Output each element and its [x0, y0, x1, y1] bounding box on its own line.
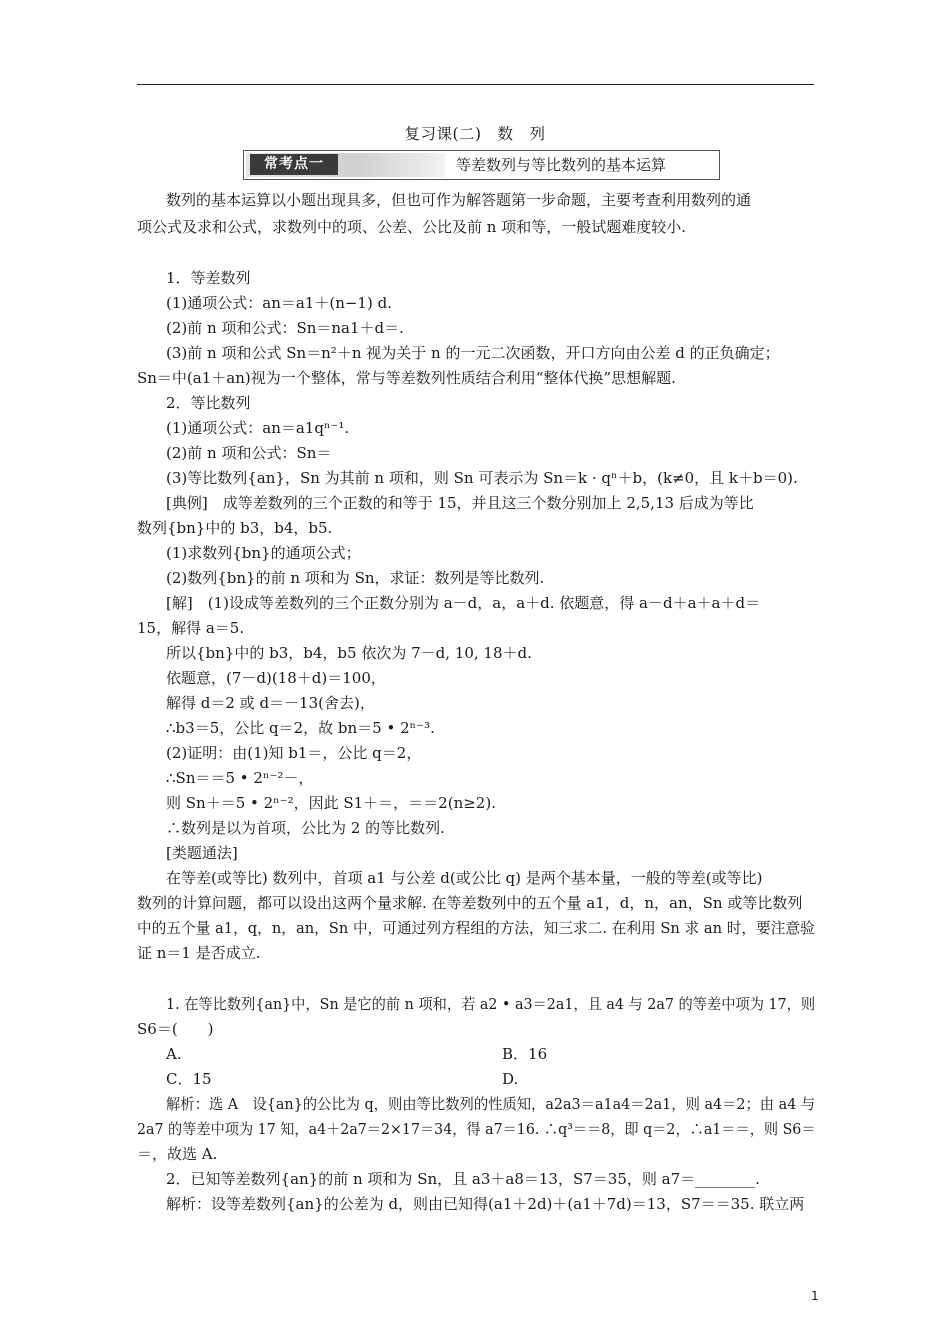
text-line: 在等差(或等比) 数列中，首项 a1 与公差 d(或公比 q) 是两个基本量，一般的等差(或等比) — [166, 869, 763, 887]
top-rule — [137, 84, 814, 85]
text-line: Sn＝中(a1＋an)视为一个整体，常与等差数列性质结合利用“整体代换”思想解题. — [137, 369, 676, 387]
text-line: (2)前 n 项和公式：Sn＝ — [166, 444, 332, 462]
section-heading: 2．等比数列 — [166, 394, 251, 412]
text-line: 证 n＝1 是否成立. — [137, 944, 261, 962]
page-number: 1 — [811, 1289, 819, 1303]
topic-title: 等差数列与等比数列的基本运算 — [456, 156, 667, 174]
text-line: 数列{bn}中的 b3，b4，b5. — [137, 519, 333, 537]
solution-label: [解] (1)设成等差数列的三个正数分别为 a－d，a，a＋d. 依题意，得 a－d＋a＋a＋d＝ — [166, 594, 761, 612]
option-b: B．16 — [502, 1045, 548, 1063]
option-a: A. — [166, 1045, 182, 1063]
analysis-line: 解析：设等差数列{an}的公差为 d，则由已知得(a1＋2d)＋(a1＋7d)＝13，S7＝＝35. 联立两 — [166, 1195, 805, 1213]
text-line: 项公式及求和公式，求数列中的项、公差、公比及前 n 项和等，一般试题难度较小. — [137, 218, 686, 236]
text-line: 中的五个量 a1，q，n，an，Sn 中，可通过列方程组的方法，知三求二. 在利用 Sn 求 an 时，要注意验 — [137, 919, 815, 937]
method-label: [类题通法] — [166, 844, 238, 862]
topic-tag: 常考点一 — [250, 154, 338, 175]
text-line: ∴数列是以为首项，公比为 2 的等比数列. — [166, 819, 445, 837]
option-d: D. — [502, 1070, 519, 1088]
text-line: (1)通项公式：an＝a1qⁿ⁻¹. — [166, 419, 350, 437]
analysis-line: 解析：选 A 设{an}的公比为 q，则由等比数列的性质知，a2a3＝a1a4＝2a1，则 a4＝2；由 a4 与 — [166, 1095, 816, 1113]
text-line: 依题意，(7－d)(18＋d)＝100， — [166, 669, 386, 687]
text-line: ＝，故选 A. — [137, 1145, 218, 1163]
text-line: (3)前 n 项和公式 Sn＝n²＋n 视为关于 n 的一元二次函数，开口方向由公差 d 的正负确定； — [166, 344, 780, 362]
text-line: (1)通项公式：an＝a1＋(n−1) d. — [166, 294, 392, 312]
text-line: (1)求数列{bn}的通项公式； — [166, 544, 361, 562]
page-title: 复习课(二) 数 列 — [404, 125, 546, 143]
question-1: 1. 在等比数列{an}中，Sn 是它的前 n 项和，若 a2 • a3＝2a1，且 a4 与 2a7 的等差中项为 17，则 — [166, 995, 816, 1013]
topic-banner — [243, 150, 720, 180]
text-line: 数列的计算问题，都可以设出这两个量求解. 在等差数列中的五个量 a1，d，n，an，Sn 或等比数列 — [137, 894, 803, 912]
text-line: (3)等比数列{an}，Sn 为其前 n 项和，则 Sn 可表示为 Sn＝k · qⁿ＋b，(k≠0，且 k＋b＝0). — [166, 469, 798, 487]
text-line: (2)前 n 项和公式：Sn＝na1＋d＝. — [166, 319, 404, 337]
text-line: ∴Sn＝＝5 • 2ⁿ⁻²－， — [166, 769, 314, 787]
text-line: 数列的基本运算以小题出现具多，但也可作为解答题第一步命题，主要考查利用数列的通 — [166, 191, 752, 209]
text-line: 2a7 的等差中项为 17 知，a4＋2a7＝2×17＝34，得 a7＝16. ∴q³＝＝8，即 q＝2，∴a1＝＝，则 S6＝ — [137, 1120, 816, 1138]
section-heading: 1．等差数列 — [166, 269, 251, 287]
text-line: 则 Sn＋＝5 • 2ⁿ⁻²，因此 S1＋＝，＝＝2(n≥2). — [166, 794, 496, 812]
option-c: C．15 — [166, 1070, 212, 1088]
text-line: 15，解得 a＝5. — [137, 619, 245, 637]
question-2: 2．已知等差数列{an}的前 n 项和为 Sn，且 a3＋a8＝13，S7＝35，则 a7＝________. — [166, 1170, 760, 1188]
text-line: (2)证明：由(1)知 b1＝，公比 q＝2， — [166, 744, 422, 762]
text-line: S6＝( ) — [137, 1020, 214, 1038]
example-label: [典例] 成等差数列的三个正数的和等于 15，并且这三个数分别加上 2,5,13 后成为等比 — [166, 494, 754, 512]
text-line: ∴b3＝5，公比 q＝2，故 bn＝5 • 2ⁿ⁻³. — [166, 719, 435, 737]
text-line: 所以{bn}中的 b3，b4，b5 依次为 7－d, 10, 18＋d. — [166, 644, 532, 662]
topic-tag-background — [246, 153, 445, 177]
text-line: (2)数列{bn}的前 n 项和为 Sn，求证：数列是等比数列. — [166, 569, 545, 587]
text-line: 解得 d＝2 或 d＝－13(舍去)， — [166, 694, 375, 712]
